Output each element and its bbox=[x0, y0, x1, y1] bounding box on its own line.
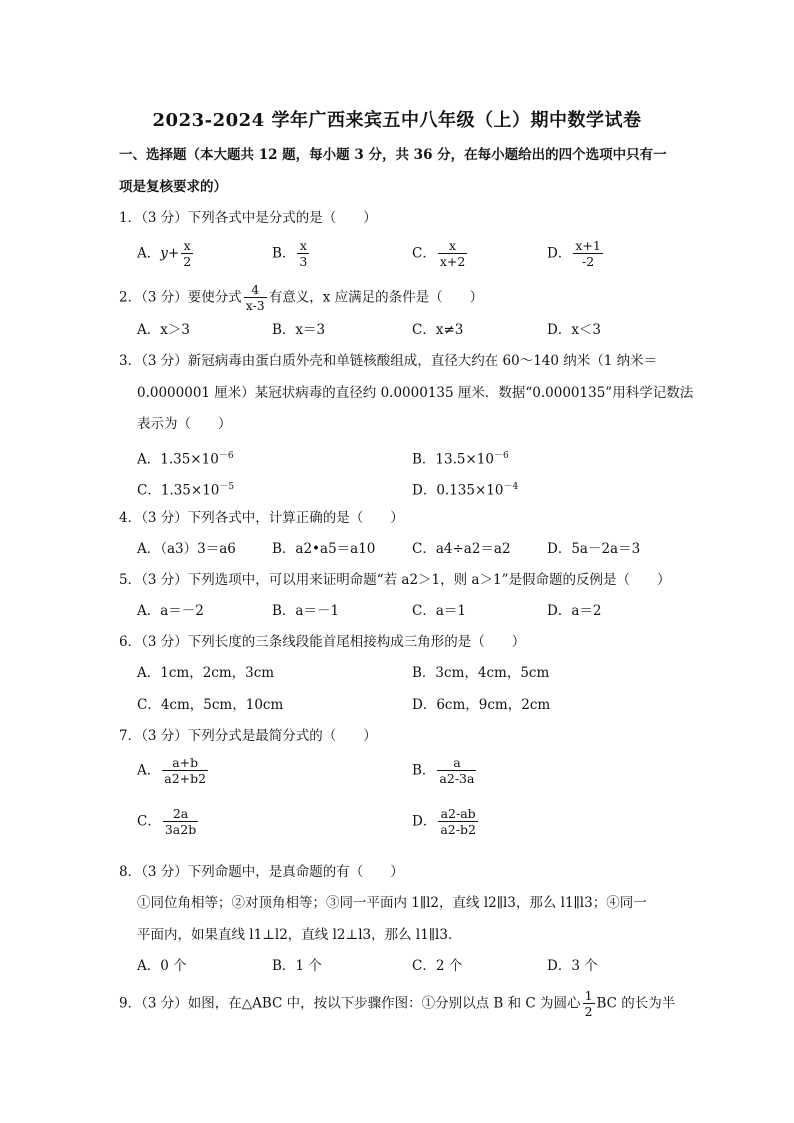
q3-line3: 表示为（ ） bbox=[137, 416, 232, 432]
q7-option-b: B． $\frac{a}{a2-3a}$ bbox=[412, 755, 475, 786]
q1-option-d: D． $\frac{x+1}{-2}$ bbox=[547, 238, 601, 269]
q2-option-c: C．x≠3 bbox=[412, 322, 464, 338]
q6-option-a: A．1cm，2cm，3cm bbox=[137, 665, 275, 681]
q2-option-d: D．x＜3 bbox=[547, 322, 602, 338]
section-header-line1: 一、选择题（本大题共 12 题，每小题 3 分，共 36 分，在每小题给出的四个选项中只有一 bbox=[119, 147, 667, 163]
q5-option-d: D．a＝2 bbox=[547, 603, 602, 619]
fraction: $\frac{2a}{3a2b}$ bbox=[164, 806, 197, 837]
q1-option-a: A．y+ $\frac{x}{2}$ bbox=[137, 238, 192, 269]
fraction: $\frac{4}{x-3}$ bbox=[245, 282, 265, 313]
q5-option-a: A．a＝－2 bbox=[137, 603, 204, 619]
q8-stem: 8．（3 分）下列命题中，是真命题的有（ ） bbox=[119, 864, 404, 880]
q5-option-c: C．a＝1 bbox=[412, 603, 466, 619]
q1-option-c: C． $\frac{x}{x+2}$ bbox=[412, 238, 466, 269]
q3-option-c: C．$1.35\times 10^{-5}$ bbox=[137, 482, 235, 499]
q7-option-a: A． $\frac{a+b}{a2+b2}$ bbox=[137, 755, 207, 786]
q7-option-c: C． $\frac{2a}{3a2b}$ bbox=[137, 806, 197, 837]
q1-option-b: B． $\frac{x}{3}$ bbox=[272, 238, 308, 269]
fraction: $\frac{a2-ab}{a2-b2}$ bbox=[440, 806, 476, 837]
q6-option-b: B．3cm，4cm，5cm bbox=[412, 665, 550, 681]
q2-option-a: A．x＞3 bbox=[137, 322, 190, 338]
q8-option-d: D．3 个 bbox=[547, 958, 598, 974]
q2-option-b: B．x＝3 bbox=[272, 322, 326, 338]
q6-option-c: C．4cm，5cm，10cm bbox=[137, 697, 284, 713]
q3-option-d: D．$0.135\times 10^{-4}$ bbox=[412, 482, 519, 499]
q3-option-b: B．$13.5\times 10^{-6}$ bbox=[412, 451, 509, 468]
q4-option-d: D．5a－2a＝3 bbox=[547, 541, 641, 557]
q6-stem: 6．（3 分）下列长度的三条线段能首尾相接构成三角形的是（ ） bbox=[119, 634, 526, 650]
q8-option-c: C．2 个 bbox=[412, 958, 463, 974]
fraction: $\frac{1}{2}$ bbox=[584, 988, 593, 1019]
q5-stem: 5．（3 分）下列选项中，可以用来证明命题“若 a2＞1，则 a＞1”是假命题的反例是（ ） bbox=[119, 572, 671, 588]
q2-stem: 2．（3 分）要使分式 $\frac{4}{x-3}$ 有意义，x 应满足的条件是（ ） bbox=[119, 282, 484, 313]
q5-option-b: B．a＝－1 bbox=[272, 603, 340, 619]
q4-option-b: B．a2•a5＝a10 bbox=[272, 541, 376, 557]
q3-option-a: A．$1.35\times 10^{-6}$ bbox=[137, 451, 234, 468]
fraction: $\frac{x}{3}$ bbox=[299, 238, 308, 269]
q4-option-a: A．（a3）3＝a6 bbox=[137, 541, 236, 557]
q3-line1: 3．（3 分）新冠病毒由蛋白质外壳和单链核酸组成，直径大约在 60～140 纳米（1 纳米＝ bbox=[119, 353, 658, 369]
q4-option-c: C．a4÷a2＝a2 bbox=[412, 541, 511, 557]
q8-line1: ①同位角相等；②对顶角相等；③同一平面内 1∥l2，直线 l2∥l3，那么 l1∥l3；④同一 bbox=[137, 895, 647, 911]
fraction: $\frac{a+b}{a2+b2}$ bbox=[164, 755, 207, 786]
fraction: $\frac{a}{a2-3a}$ bbox=[439, 755, 475, 786]
section-header-line2: 项是复核要求的） bbox=[119, 179, 227, 195]
q7-option-d: D． $\frac{a2-ab}{a2-b2}$ bbox=[412, 806, 476, 837]
q1-stem: 1．（3 分）下列各式中是分式的是（ ） bbox=[119, 210, 377, 226]
q8-option-b: B．1 个 bbox=[272, 958, 322, 974]
q6-option-d: D．6cm，9cm，2cm bbox=[412, 697, 551, 713]
q9-stem: 9．（3 分）如图，在△ABC 中，按以下步骤作图：①分别以点 B 和 C 为圆心 $\frac{1}{2}$ BC 的长为半 bbox=[119, 988, 676, 1019]
q7-stem: 7．（3 分）下列分式是最简分式的（ ） bbox=[119, 728, 377, 744]
page-title: 2023-2024 学年广西来宾五中八年级（上）期中数学试卷 bbox=[152, 110, 642, 131]
q8-line2: 平面内，如果直线 l1⊥l2，直线 l2⊥l3，那么 l1∥l3． bbox=[137, 927, 462, 943]
fraction: $\frac{x+1}{-2}$ bbox=[575, 238, 601, 269]
q3-line2: 0.0000001 厘米）某冠状病毒的直径约 0.0000135 厘米．数据“0.0000135”用科学记数法 bbox=[137, 385, 694, 401]
q4-stem: 4．（3 分）下列各式中，计算正确的是（ ） bbox=[119, 510, 404, 526]
q8-option-a: A．0 个 bbox=[137, 958, 187, 974]
fraction: $\frac{x}{2}$ bbox=[183, 238, 192, 269]
fraction: $\frac{x}{x+2}$ bbox=[439, 238, 466, 269]
